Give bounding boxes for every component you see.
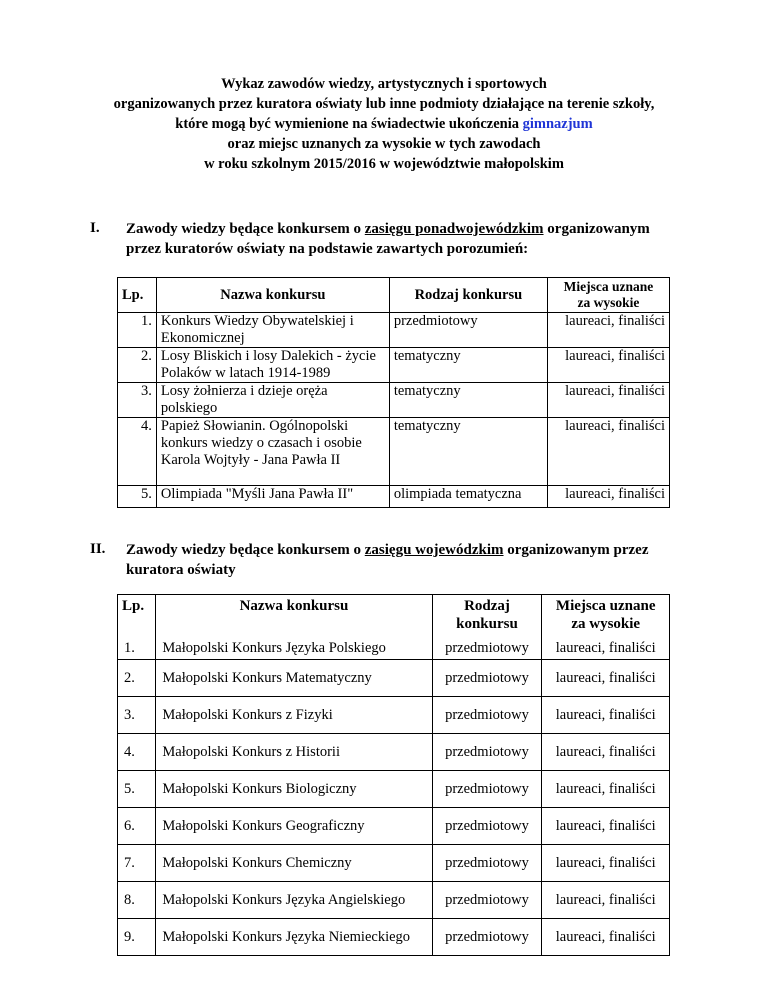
table-row: [118, 697, 670, 734]
row-kind: przedmiotowy: [432, 845, 542, 882]
row-places: laureaci, finaliści: [547, 418, 669, 486]
table-row: [118, 845, 670, 882]
section-2-heading-post: organizowanym przez kuratora oświaty: [126, 542, 649, 578]
row-name: Konkurs Wiedzy Obywatelskiej i Ekonomicznej: [156, 313, 389, 348]
row-places: laureaci, finaliści: [542, 660, 670, 697]
school-type-highlight: gimnazjum: [522, 116, 593, 132]
row-places: laureaci, finaliści: [547, 348, 669, 383]
title-line-3-text: które mogą być wymienione na świadectwie ukończenia: [175, 116, 523, 132]
row-kind: przedmiotowy: [432, 660, 542, 697]
header-kind-line2: konkursu: [456, 616, 518, 632]
row-num: 4.: [118, 418, 157, 486]
row-kind: przedmiotowy: [432, 697, 542, 734]
row-places: laureaci, finaliści: [542, 697, 670, 734]
row-places: laureaci, finaliści: [542, 771, 670, 808]
section-1-heading-pre: Zawody wiedzy będące konkursem o: [126, 221, 365, 237]
row-name: Olimpiada "Myśli Jana Pawła II": [156, 486, 389, 508]
row-kind: przedmiotowy: [432, 635, 542, 660]
row-places: laureaci, finaliści: [542, 882, 670, 919]
table-row: [118, 383, 670, 418]
header-places: [542, 595, 670, 636]
row-name: Losy żołnierza i dzieje oręża polskiego: [156, 383, 389, 418]
row-num: 2.: [118, 348, 157, 383]
header-places-line2: za wysokie: [577, 295, 640, 310]
title-line-2: organizowanych przez kuratora oświaty lub inne podmioty działające na terenie szkoły,: [113, 96, 655, 112]
row-kind: tematyczny: [389, 383, 547, 418]
row-kind: przedmiotowy: [432, 919, 542, 956]
table-row: [118, 808, 670, 845]
title-line-4: oraz miejsc uznanych za wysokie w tych zawodach: [227, 136, 541, 152]
header-kind: [432, 595, 542, 636]
table-row: [118, 734, 670, 771]
document-title: [60, 74, 708, 174]
row-name: Małopolski Konkurs Języka Polskiego: [156, 635, 432, 660]
row-kind: tematyczny: [389, 348, 547, 383]
row-places: laureaci, finaliści: [542, 919, 670, 956]
table-row: [118, 348, 670, 383]
row-places: laureaci, finaliści: [542, 635, 670, 660]
row-name: Małopolski Konkurs Języka Niemieckiego: [156, 919, 432, 956]
row-kind: olimpiada tematyczna: [389, 486, 547, 508]
row-places: laureaci, finaliści: [542, 845, 670, 882]
row-kind: przedmiotowy: [432, 808, 542, 845]
table-regional-contests: [117, 594, 670, 956]
header-kind-line1: Rodzaj: [464, 598, 510, 614]
table-row: [118, 771, 670, 808]
header-kind: Rodzaj konkursu: [389, 278, 547, 313]
row-places: laureaci, finaliści: [542, 808, 670, 845]
row-name: Małopolski Konkurs Biologiczny: [156, 771, 432, 808]
row-name: Małopolski Konkurs Matematyczny: [156, 660, 432, 697]
section-2-heading-underlined: zasięgu wojewódzkim: [364, 542, 504, 558]
table-row: [118, 486, 670, 508]
section-1-heading-underlined: zasięgu ponadwojewódzkim: [364, 221, 544, 237]
section-1-heading: [126, 219, 686, 259]
header-places-line1: Miejsca uznane: [563, 279, 654, 294]
row-num: 3.: [118, 697, 156, 734]
table-row: [118, 313, 670, 348]
row-name: Małopolski Konkurs z Fizyki: [156, 697, 432, 734]
row-num: 7.: [118, 845, 156, 882]
row-num: 9.: [118, 919, 156, 956]
row-num: 1.: [118, 635, 156, 660]
title-line-5: w roku szkolnym 2015/2016 w województwie małopolskim: [204, 156, 564, 172]
row-num: 8.: [118, 882, 156, 919]
row-num: 2.: [118, 660, 156, 697]
row-name: Małopolski Konkurs Języka Angielskiego: [156, 882, 432, 919]
header-places-line2: za wysokie: [571, 616, 641, 632]
row-num: 3.: [118, 383, 157, 418]
row-num: 6.: [118, 808, 156, 845]
row-places: laureaci, finaliści: [547, 486, 669, 508]
title-line-1: Wykaz zawodów wiedzy, artystycznych i sportowych: [221, 76, 547, 92]
row-name: Papież Słowianin. Ogólnopolski konkurs wiedzy o czasach i osobie Karola Wojtyły - Jana Pawła II: [156, 418, 389, 486]
row-name: Małopolski Konkurs z Historii: [156, 734, 432, 771]
table-row: [118, 418, 670, 486]
header-lp: Lp.: [118, 595, 156, 636]
row-kind: tematyczny: [389, 418, 547, 486]
section-1-heading-post: organizowanym przez kuratorów oświaty na podstawie zawartych porozumień:: [126, 221, 650, 257]
header-name: Nazwa konkursu: [156, 278, 389, 313]
row-num: 4.: [118, 734, 156, 771]
row-name: Małopolski Konkurs Chemiczny: [156, 845, 432, 882]
header-name: Nazwa konkursu: [156, 595, 432, 636]
row-kind: przedmiotowy: [432, 771, 542, 808]
section-2-heading-pre: Zawody wiedzy będące konkursem o: [126, 542, 365, 558]
row-places: laureaci, finaliści: [547, 313, 669, 348]
row-places: laureaci, finaliści: [542, 734, 670, 771]
row-name: Losy Bliskich i losy Dalekich - życie Polaków w latach 1914-1989: [156, 348, 389, 383]
header-places-line1: Miejsca uznane: [555, 598, 656, 614]
table-row: [118, 882, 670, 919]
row-kind: przedmiotowy: [389, 313, 547, 348]
section-2-heading: [126, 540, 686, 580]
table-row: [118, 635, 670, 660]
row-num: 5.: [118, 771, 156, 808]
header-lp: Lp.: [118, 278, 157, 313]
section-2-number: II.: [90, 541, 106, 557]
row-kind: przedmiotowy: [432, 882, 542, 919]
section-1-number: I.: [90, 220, 100, 236]
header-places: [547, 278, 669, 313]
table-row: [118, 660, 670, 697]
row-num: 5.: [118, 486, 157, 508]
row-places: laureaci, finaliści: [547, 383, 669, 418]
row-kind: przedmiotowy: [432, 734, 542, 771]
row-name: Małopolski Konkurs Geograficzny: [156, 808, 432, 845]
table-row: [118, 919, 670, 956]
row-num: 1.: [118, 313, 157, 348]
table-supraregional-contests: [117, 277, 670, 508]
title-line-3: [60, 114, 708, 134]
